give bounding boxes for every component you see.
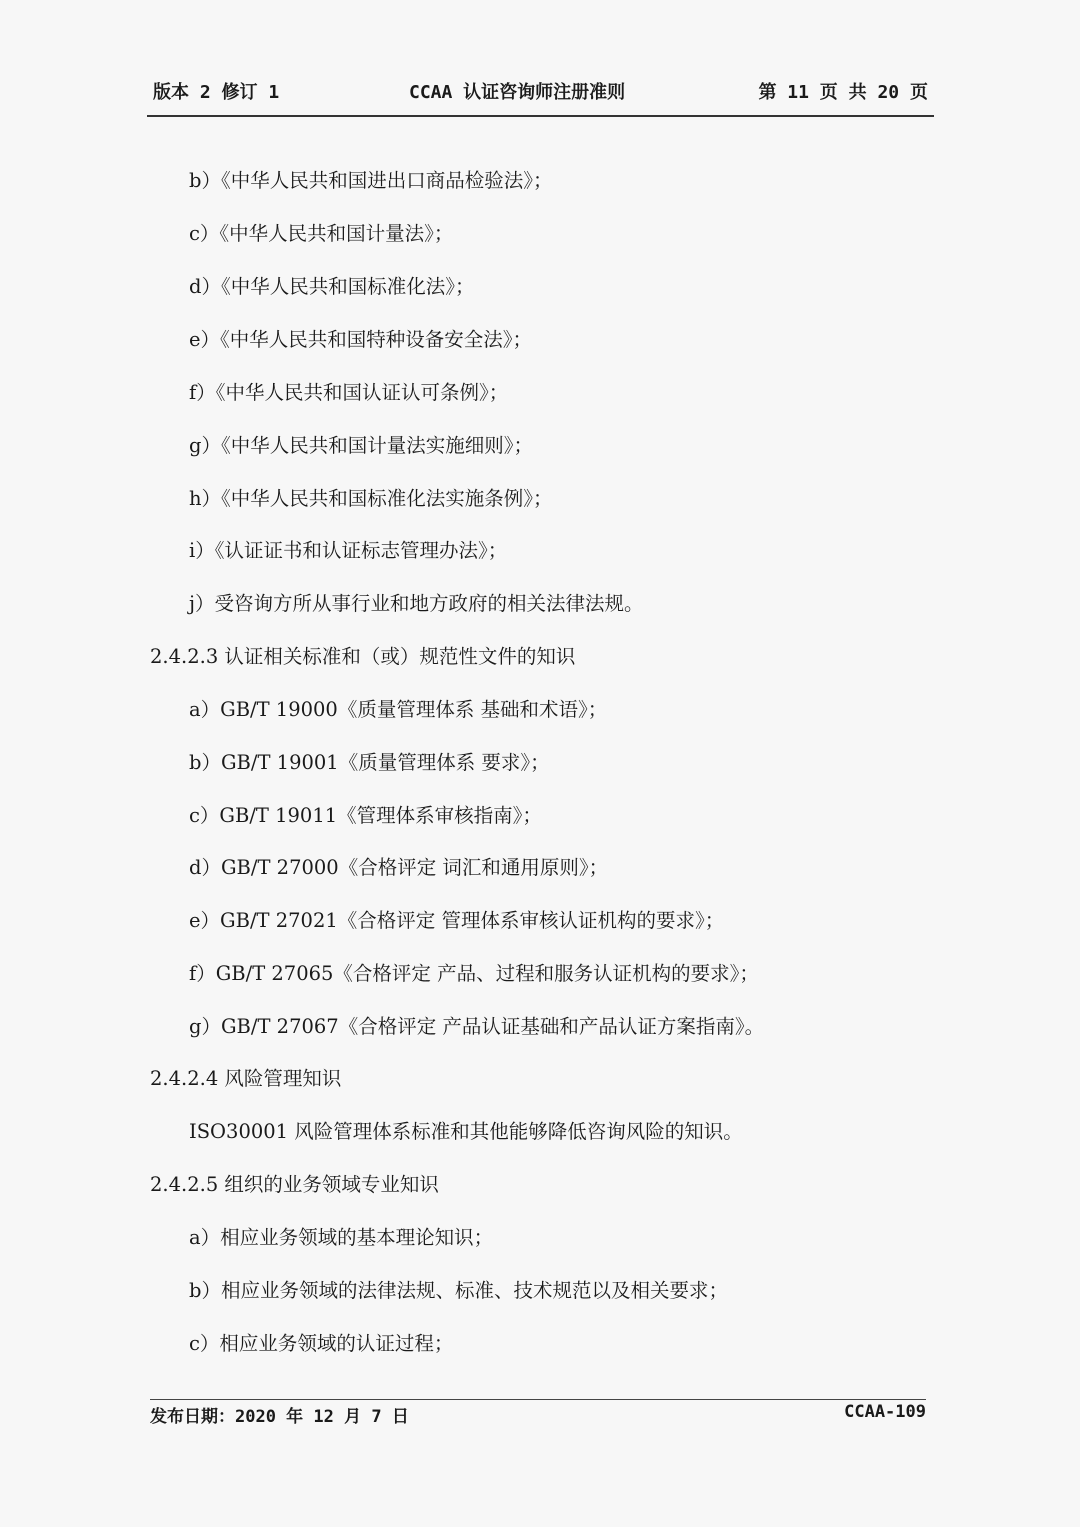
list-item: j）受咨询方所从事行业和地方政府的相关法律法规。 xyxy=(189,592,644,615)
list-item: c）GB/T 19011《管理体系审核指南》； xyxy=(189,804,542,827)
version-label: 版本 2 修订 1 xyxy=(153,82,280,103)
paragraph: ISO30001 风险管理体系标准和其他能够降低咨询风险的知识。 xyxy=(189,1120,743,1143)
list-item: f）GB/T 27065《合格评定 产品、过程和服务认证机构的要求》； xyxy=(189,962,759,985)
list-item: b）相应业务领域的法律法规、标准、技术规范以及相关要求； xyxy=(189,1279,728,1302)
publish-date: 发布日期：2020 年 12 月 7 日 xyxy=(150,1407,409,1427)
footer-divider xyxy=(150,1399,926,1400)
list-item: g）GB/T 27067《合格评定 产品认证基础和产品认证方案指南》。 xyxy=(189,1015,765,1038)
list-item: c）《中华人民共和国计量法》； xyxy=(189,222,454,245)
list-item: c）相应业务领域的认证过程； xyxy=(189,1332,454,1355)
section-heading-2425: 2.4.2.5 组织的业务领域专业知识 xyxy=(150,1173,439,1196)
list-item: h）《中华人民共和国标准化法实施条例》； xyxy=(189,487,553,510)
document-title: CCAA 认证咨询师注册准则 xyxy=(409,82,626,103)
list-item: a）相应业务领域的基本理论知识； xyxy=(189,1226,494,1249)
document-id: CCAA-109 xyxy=(844,1402,926,1422)
list-item: d）《中华人民共和国标准化法》； xyxy=(189,275,475,298)
list-item: b）《中华人民共和国进出口商品检验法》； xyxy=(189,169,553,192)
list-item: e）GB/T 27021《合格评定 管理体系审核认证机构的要求》； xyxy=(189,909,725,932)
list-item: a）GB/T 19000《质量管理体系 基础和术语》； xyxy=(189,698,608,721)
list-item: d）GB/T 27000《合格评定 词汇和通用原则》； xyxy=(189,856,609,879)
list-item: b）GB/T 19001《质量管理体系 要求》； xyxy=(189,751,550,774)
section-heading-2424: 2.4.2.4 风险管理知识 xyxy=(150,1067,342,1090)
page-number: 第 11 页 共 20 页 xyxy=(758,82,928,103)
list-item: g）《中华人民共和国计量法实施细则》； xyxy=(189,434,533,457)
page-header xyxy=(147,78,934,104)
page-footer xyxy=(150,1402,926,1426)
list-item: i）《认证证书和认证标志管理办法》； xyxy=(189,539,508,562)
list-item: e）《中华人民共和国特种设备安全法》； xyxy=(189,328,533,351)
list-item: f）《中华人民共和国认证认可条例》； xyxy=(189,381,509,404)
section-heading-2423: 2.4.2.3 认证相关标准和（或）规范性文件的知识 xyxy=(150,645,576,668)
header-divider xyxy=(147,115,934,117)
